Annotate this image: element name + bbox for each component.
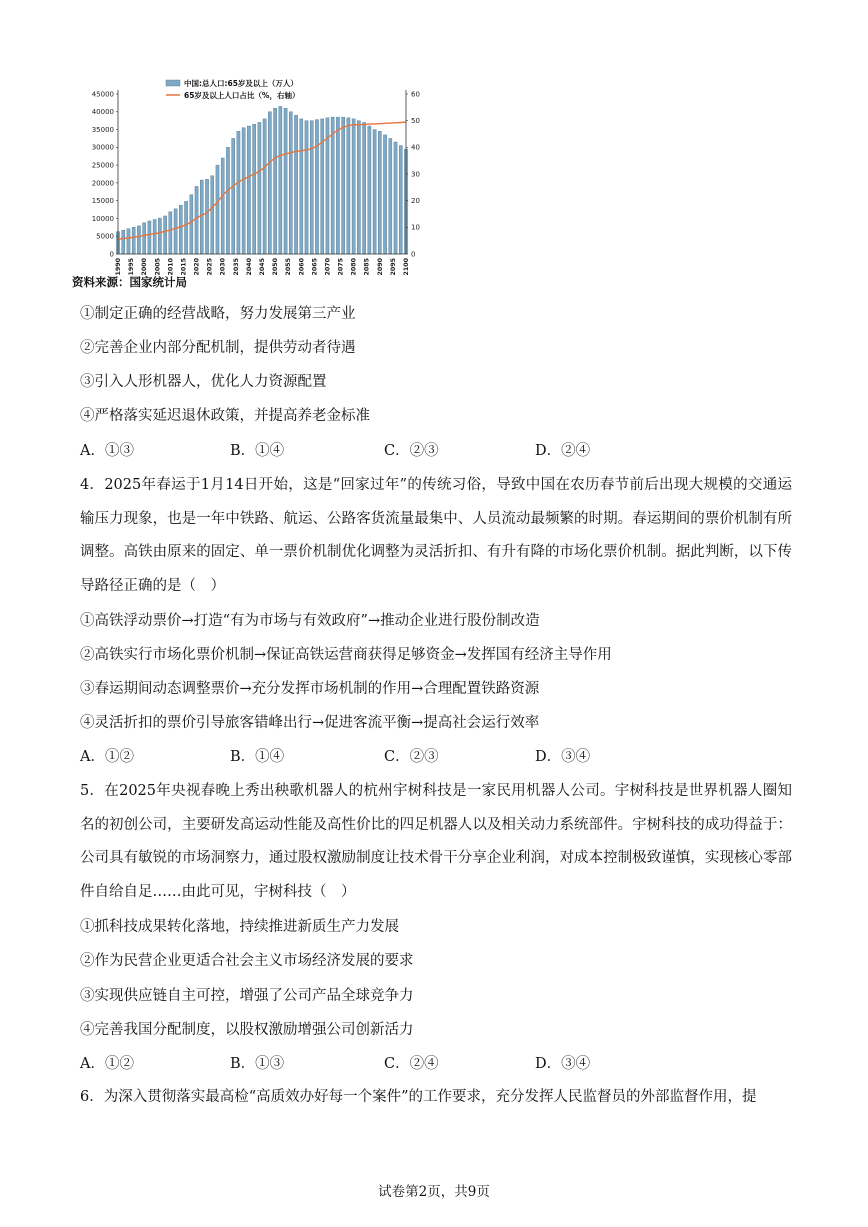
bar — [378, 131, 381, 254]
bar — [237, 131, 240, 254]
y-left-tick-label: 40000 — [91, 108, 114, 117]
x-tick-label: 2095 — [389, 258, 397, 276]
y-right-tick-label: 20 — [411, 197, 420, 206]
bar — [289, 112, 292, 254]
bar — [247, 126, 250, 254]
q3-choice-d[interactable]: D．②④ — [535, 443, 591, 459]
q4-item-3: ③春运期间动态调整票价→充分发挥市场机制的作用→合理配置铁路资源 — [80, 681, 540, 697]
bar — [352, 119, 355, 254]
q5-choice-d[interactable]: D．③④ — [535, 1056, 591, 1072]
x-tick-label: 2035 — [232, 258, 240, 276]
bar — [221, 158, 224, 254]
bar — [284, 108, 287, 254]
bar — [137, 226, 140, 254]
q5-choice-c[interactable]: C．②④ — [384, 1056, 439, 1072]
x-tick-label: 2050 — [272, 258, 280, 276]
bar — [394, 142, 397, 254]
bar — [321, 119, 324, 254]
page-footer: 试卷第2页，共9页 — [378, 1184, 490, 1200]
bar — [169, 212, 172, 254]
q4-choice-c[interactable]: C．②③ — [384, 749, 439, 765]
bar — [242, 128, 245, 254]
x-tick-label: 2065 — [311, 258, 319, 276]
bar — [383, 135, 386, 254]
q6-stem: 6．为深入贯彻落实最高检“高质效办好每一个案件”的工作要求，充分发挥人民监督员的外部监督作用，提 — [80, 1089, 757, 1105]
q5-item-4: ④完善我国分配制度，以股权激励增强公司创新活力 — [80, 1022, 414, 1038]
bar — [315, 120, 318, 254]
q4-choice-d[interactable]: D．③④ — [535, 749, 591, 765]
x-tick-label: 1990 — [115, 258, 122, 276]
legend-label-bars: 中国:总人口:65岁及以上（万人） — [184, 79, 298, 88]
legend-swatch-bars — [166, 80, 180, 86]
y-right-tick-label: 10 — [411, 223, 420, 232]
y-left-tick-label: 30000 — [91, 143, 114, 152]
q5-stem: 5．在2025年央视春晚上秀出秧歌机器人的杭州宇树科技是一家民用机器人公司。宇树科技是世界机器人圈知名的初创公司，主要研发高运动性能及高性价比的四足机器人以及相关动力系统部件。宇树科技的成功得益于：公司具有敏锐的市场洞察力，通过股权激励制度让技术骨干分享企业利润，对成本控制极致谨慎，实现核心零部件自给自足……由此可见，宇树科技（ ） — [80, 783, 792, 900]
q4-item-1: ①高铁浮动票价→打造“有为市场与有效政府”→推动企业进行股份制改造 — [80, 613, 540, 629]
bar — [122, 230, 125, 254]
bar — [389, 138, 392, 254]
x-tick-label: 2040 — [245, 258, 253, 276]
q5-choice-a[interactable]: A．①② — [80, 1056, 134, 1072]
bar — [273, 108, 276, 254]
bar — [310, 121, 313, 254]
x-tick-label: 2045 — [259, 258, 266, 276]
bar — [253, 124, 256, 254]
bar — [357, 121, 360, 254]
q4-stem: 4．2025年春运于1月14日开始，这是“回家过年”的传统习俗，导致中国在农历春节前后出现大规模的交通运输压力现象，也是一年中铁路、航运、公路客货流量最集中、人员流动最频繁的时期。春运期间的票价机制有所调整。高铁由原来的固定、单一票价机制优化调整为灵活折扣、有升有降的市场化票价机制。据此判断，以下传导路径正确的是（ ） — [80, 477, 792, 594]
q5-item-1: ①抓科技成果转化落地，持续推进新质生产力发展 — [80, 919, 399, 935]
x-tick-label: 2055 — [285, 258, 293, 276]
bar — [331, 117, 334, 254]
population-chart — [72, 74, 432, 294]
x-tick-label: 2005 — [154, 258, 162, 276]
bar — [399, 146, 402, 254]
bar — [258, 122, 261, 254]
legend-label-line: 65岁及以上人口占比（%，右轴） — [184, 91, 300, 100]
bar — [164, 216, 167, 254]
q4-choice-b[interactable]: B．①④ — [230, 749, 285, 765]
y-left-tick-label: 35000 — [91, 125, 114, 134]
q3-item-3: ③引入人形机器人，优化人力资源配置 — [80, 374, 327, 390]
y-right-tick-label: 30 — [411, 170, 420, 179]
bar — [347, 118, 350, 254]
q4-choice-a[interactable]: A．①② — [80, 749, 134, 765]
chart-source: 资料来源：国家统计局 — [72, 275, 187, 289]
bar — [127, 229, 130, 254]
x-tick-label: 2090 — [376, 258, 384, 276]
q3-choice-b[interactable]: B．①④ — [230, 443, 285, 459]
x-tick-label: 2000 — [141, 258, 149, 276]
y-left-tick-label: 0 — [109, 250, 114, 259]
bar — [232, 138, 235, 254]
x-tick-label: 2015 — [180, 258, 188, 276]
bar — [373, 130, 376, 254]
y-right-tick-label: 0 — [411, 250, 416, 259]
chart-legend — [166, 78, 299, 101]
bar — [211, 176, 214, 254]
bar — [200, 180, 203, 254]
q5-choice-b[interactable]: B．①③ — [230, 1056, 285, 1072]
bar — [190, 195, 193, 254]
q4-item-2: ②高铁实行市场化票价机制→保证高铁运营商获得足够资金→发挥国有经济主导作用 — [80, 647, 612, 663]
q5-item-3: ③实现供应链自主可控，增强了公司产品全球竞争力 — [80, 988, 414, 1004]
bar — [195, 186, 198, 254]
bar — [294, 115, 297, 254]
bar — [363, 122, 366, 254]
x-tick-label: 2060 — [298, 258, 306, 276]
bar — [148, 221, 151, 254]
y-right-tick-label: 50 — [411, 117, 420, 126]
bar — [179, 205, 182, 254]
bar — [205, 179, 208, 254]
bar — [368, 126, 371, 254]
q5-item-2: ②作为民营企业更适合社会主义市场经济发展的要求 — [80, 953, 414, 969]
chart-svg — [72, 74, 432, 294]
q3-item-2: ②完善企业内部分配机制，提供劳动者待遇 — [80, 340, 356, 356]
x-tick-label: 2020 — [193, 258, 201, 276]
y-left-tick-label: 45000 — [91, 90, 114, 99]
x-tick-label: 2025 — [206, 258, 214, 276]
bar — [174, 209, 177, 254]
y-left-tick-label: 10000 — [91, 214, 114, 223]
y-left-tick-label: 15000 — [91, 197, 114, 206]
q3-choice-c[interactable]: C．②③ — [384, 443, 439, 459]
x-tick-label: 2100 — [403, 258, 410, 276]
bar — [158, 218, 161, 254]
bar — [143, 223, 146, 254]
bar — [305, 121, 308, 254]
x-tick-label: 2075 — [337, 258, 345, 276]
bar — [279, 106, 282, 254]
x-tick-label: 2010 — [167, 258, 175, 276]
q4-item-4: ④灵活折扣的票价引导旅客错峰出行→促进客流平衡→提高社会运行效率 — [80, 715, 540, 731]
bar — [216, 165, 219, 254]
y-left-tick-label: 25000 — [91, 161, 114, 170]
x-tick-label: 2070 — [324, 258, 332, 276]
bar — [342, 117, 345, 254]
y-left-tick-label: 20000 — [91, 179, 114, 188]
y-left-tick-label: 5000 — [96, 232, 114, 241]
x-tick-label: 1995 — [128, 258, 136, 276]
bar — [268, 112, 271, 254]
bar — [263, 119, 266, 254]
bar — [300, 119, 303, 254]
x-tick-label: 2085 — [363, 258, 371, 276]
x-tick-label: 2030 — [219, 258, 227, 276]
bar — [132, 227, 135, 254]
q3-choice-a[interactable]: A．①③ — [80, 443, 134, 459]
bar — [184, 201, 187, 254]
y-right-tick-label: 60 — [411, 90, 420, 99]
q3-item-1: ①制定正确的经营战略，努力发展第三产业 — [80, 306, 356, 322]
bar — [336, 117, 339, 254]
bar — [226, 147, 229, 254]
q3-item-4: ④严格落实延迟退休政策，并提高养老金标准 — [80, 408, 370, 424]
bar-series — [116, 106, 407, 254]
bar — [153, 220, 156, 254]
y-right-tick-label: 40 — [411, 143, 420, 152]
x-tick-label: 2080 — [350, 258, 358, 276]
